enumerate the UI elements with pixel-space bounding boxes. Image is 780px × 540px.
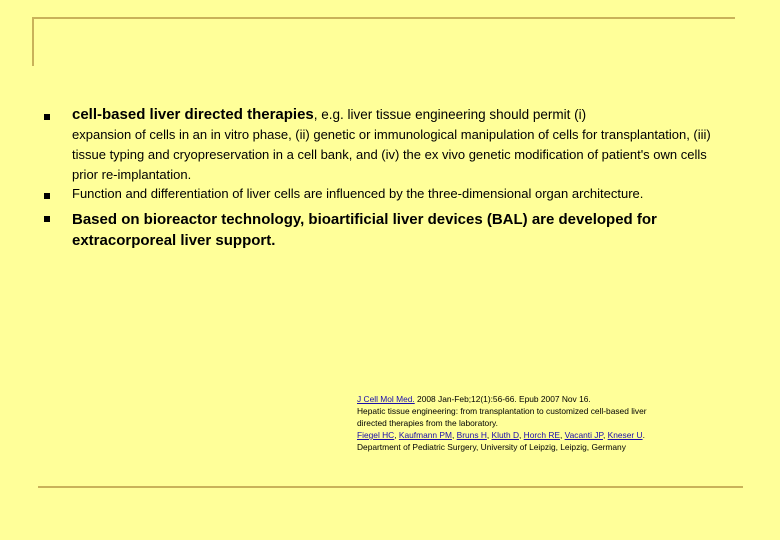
- author-link[interactable]: Horch RE: [523, 430, 560, 440]
- bullet-item-2: [44, 185, 734, 203]
- frame-left-line: [32, 17, 34, 66]
- frame-bottom-line: [38, 486, 743, 488]
- citation-title-line-1: Hepatic tissue engineering: from transplantation to customized cell-based liver: [357, 406, 647, 416]
- citation-authors: Fiegel HC, Kaufmann PM, Bruns H, Kluth D, Horch RE, Vacanti JP, Kneser U.: [357, 430, 645, 440]
- citation: [357, 393, 737, 453]
- author-link[interactable]: Kaufmann PM: [398, 430, 452, 440]
- bullet-square-icon: [44, 193, 50, 199]
- author-link[interactable]: Vacanti JP: [564, 430, 603, 440]
- citation-date: 2008 Jan-Feb;12(1):56-66. Epub 2007 Nov 16.: [414, 394, 591, 404]
- bullet-3-text: Based on bioreactor technology, bioartificial liver devices (BAL) are developed for extracorporeal liver support.: [72, 211, 657, 249]
- bullet-item-3: [44, 209, 734, 251]
- author-link[interactable]: Kneser U: [607, 430, 643, 440]
- bullet-1-body: expansion of cells in an in vitro phase, (ii) genetic or immunological manipulation of cells for transplantation, (iii) tissue typing and cryopreservation in a cell bank, and (iv) the ex vivo genetic modification of patient's own cells prior re-implantation.: [72, 127, 711, 182]
- author-link[interactable]: Kluth D: [491, 430, 520, 440]
- frame-top-line: [32, 17, 735, 19]
- bullet-1-lead: cell-based liver directed therapies: [72, 106, 314, 123]
- citation-title-line-2: directed therapies from the laboratory.: [357, 418, 498, 428]
- author-link[interactable]: Fiegel HC: [357, 430, 395, 440]
- bullet-2-text: Function and differentiation of liver cells are influenced by the three-dimensional organ architecture.: [72, 186, 644, 201]
- bullet-1-lead-tail: , e.g. liver tissue engineering should permit (i): [313, 107, 587, 122]
- journal-link[interactable]: J Cell Mol Med.: [357, 394, 415, 404]
- bullet-list: [44, 105, 734, 251]
- citation-affiliation: Department of Pediatric Surgery, University of Leipzig, Leipzig, Germany: [357, 442, 626, 452]
- citation-source-line: [357, 393, 737, 405]
- author-link[interactable]: Bruns H: [456, 430, 487, 440]
- bullet-square-icon: [44, 114, 50, 120]
- bullet-square-icon: [44, 216, 50, 222]
- bullet-item-1: [44, 105, 734, 185]
